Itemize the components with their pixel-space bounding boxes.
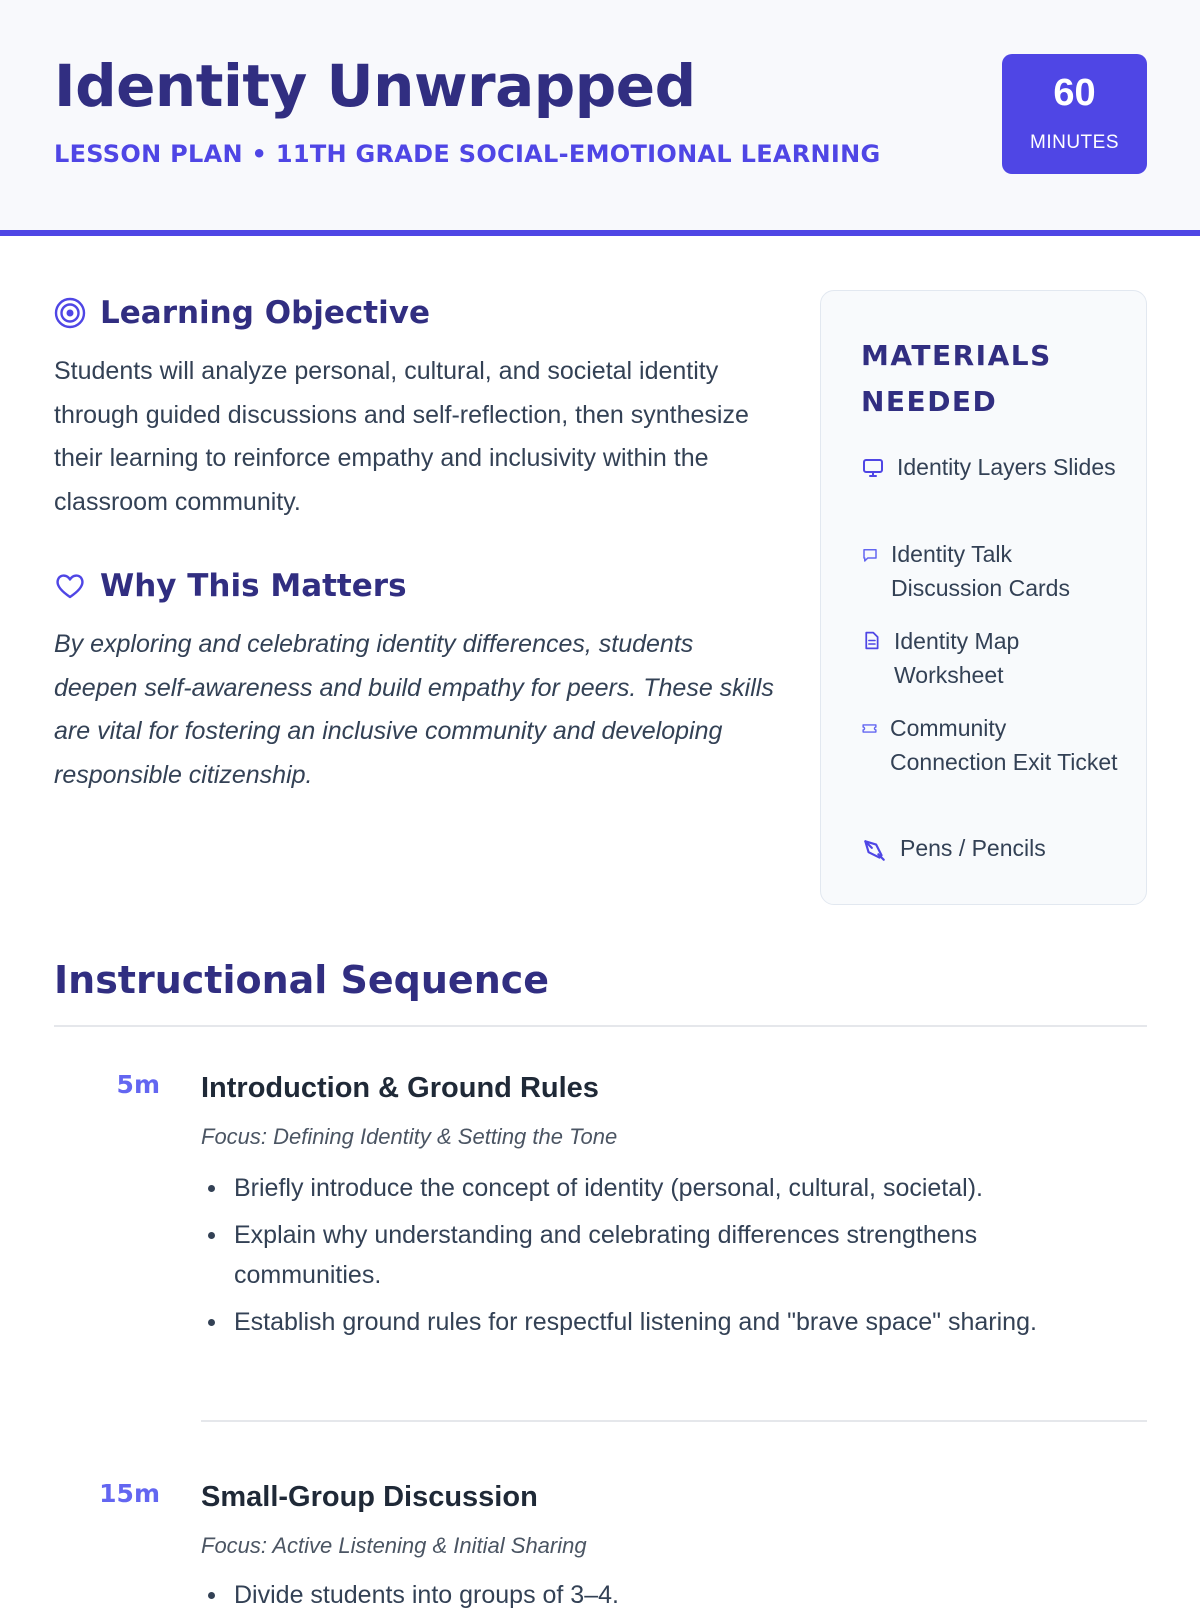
objective-text: Students will analyze personal, cultural, and societal identity through guided discussions and self-reflection, then synthesize their learning to reinforce empathy and inclusivity within the classroom community.: [54, 357, 749, 516]
pen-icon: [861, 837, 887, 863]
step-bullets: [201, 1575, 1121, 1622]
materials-item: [861, 538, 1121, 605]
why-text: By exploring and celebrating identity differences, students deepen self-awareness and build empathy for peers. These skills are vital for fostering an inclusive community and developing responsible citizenship.: [54, 630, 774, 789]
step-bullet: Establish ground rules for respectful listening and "brave space" sharing.: [201, 1302, 1121, 1342]
step-time: 5m: [116, 1070, 160, 1099]
materials-title: MATERIALS NEEDED: [861, 339, 1052, 418]
chat-bubble-icon: [861, 546, 879, 564]
duration-unit: MINUTES: [1030, 132, 1119, 153]
sequence-divider: [54, 1025, 1147, 1027]
step-name: Introduction & Ground Rules: [201, 1072, 599, 1104]
heart-icon: [54, 570, 86, 602]
step-focus: Focus: Defining Identity & Setting the Tone: [201, 1124, 618, 1149]
materials-card: [820, 290, 1147, 905]
target-icon: [54, 297, 86, 329]
step-bullets: [201, 1168, 1121, 1349]
step-bullet: Divide students into groups of 3–4.: [201, 1575, 1121, 1615]
duration-badge: [1002, 54, 1147, 174]
page-title: Identity Unwrapped: [54, 52, 696, 120]
step-name: Small-Group Discussion: [201, 1481, 538, 1513]
ticket-icon: [861, 720, 878, 737]
monitor-icon: [861, 456, 885, 480]
materials-item-label: Identity Map Worksheet: [894, 628, 1020, 688]
materials-item-label: Community Connection Exit Ticket: [890, 715, 1118, 775]
materials-item: [861, 625, 1121, 692]
materials-item-label: Pens / Pencils: [900, 835, 1046, 861]
materials-item: [861, 832, 1121, 866]
duration-value: 60: [1053, 72, 1096, 114]
materials-item: [861, 451, 1121, 485]
step-focus: Focus: Active Listening & Initial Sharing: [201, 1533, 587, 1558]
materials-item: [861, 712, 1121, 779]
materials-item-label: Identity Talk Discussion Cards: [891, 541, 1070, 601]
page-subtitle: LESSON PLAN • 11TH GRADE SOCIAL-EMOTIONAL LEARNING: [54, 140, 881, 168]
document-icon: [861, 630, 882, 651]
step-bullet: Briefly introduce the concept of identity (personal, cultural, societal).: [201, 1168, 1121, 1208]
objective-heading-label: Learning Objective: [100, 295, 430, 331]
why-heading-label: Why This Matters: [100, 568, 407, 604]
why-heading: [54, 566, 407, 606]
materials-item-label: Identity Layers Slides: [897, 454, 1116, 480]
step-bullet: Explain why understanding and celebrating differences strengthens communities.: [201, 1215, 1121, 1295]
page-header: [0, 0, 1200, 236]
step-divider: [201, 1420, 1147, 1422]
step-time: 15m: [99, 1479, 160, 1508]
objective-heading: [54, 293, 430, 333]
sequence-title: Instructional Sequence: [54, 958, 550, 1002]
